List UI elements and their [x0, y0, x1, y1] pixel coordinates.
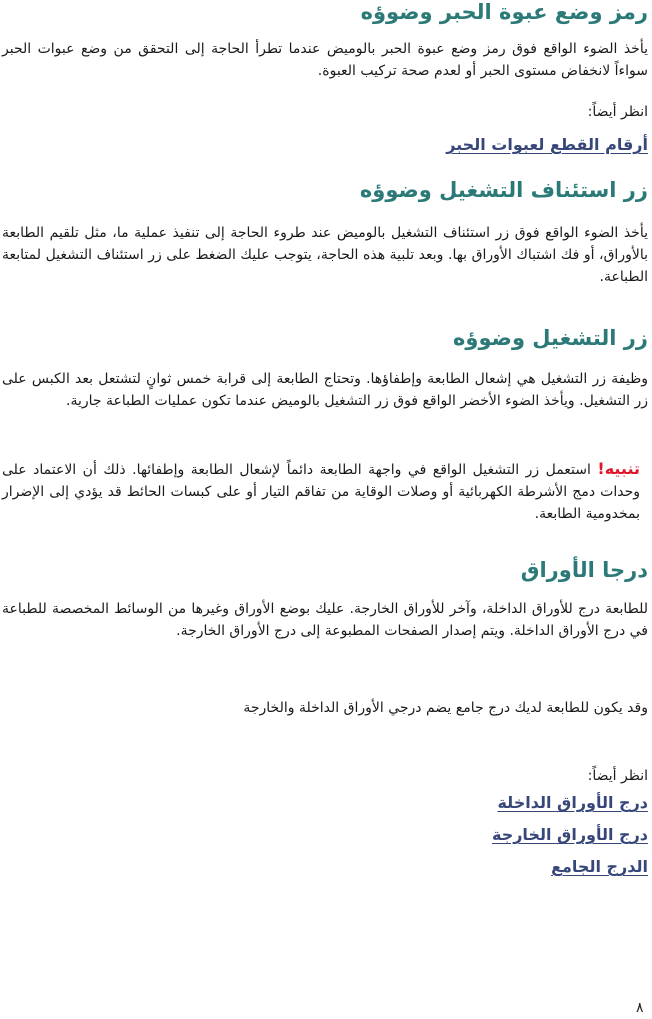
section-heading-power-button: زر التشغيل وضوؤه [453, 326, 648, 350]
warning-note [2, 458, 648, 525]
section-heading-paper-trays: درجا الأوراق [520, 558, 648, 582]
link-input-tray[interactable]: درج الأوراق الداخلة [497, 793, 648, 812]
section-body-power-button: وظيفة زر التشغيل هي إشعال الطابعة وإطفاؤها. وتحتاج الطابعة إلى قرابة خمس ثوانٍ لتشتعل بعد الكبس على زر التشغيل. ويأخذ الضوء الأخضر الواقع فوق زر التشغيل بالوميض عندما تكون عمليات الطباعة جارية. [2, 371, 648, 409]
section-body-ink-cartridge-icon: يأخذ الضوء الواقع فوق رمز وضع عبوة الحبر بالوميض عندما تطرأ الحاجة إلى التحقق من وضع عبوات الحبر سواءاً لانخفاض مستوى الحبر أو لعدم صحة تركيب العبوة. [2, 41, 648, 79]
link-output-tray[interactable]: درج الأوراق الخارجة [491, 825, 648, 844]
link-cartridge-part-numbers[interactable]: أرقام القطع لعبوات الحبر [446, 135, 648, 154]
section-heading-resume-button: زر استئناف التشغيل وضوؤه [359, 178, 648, 202]
section-body-paper-trays: للطابعة درج للأوراق الداخلة، وآخر للأوراق الخارجة. عليك بوضع الأوراق وغيرها من الوسائط المخصصة للطباعة في درج الأوراق الداخلة. ويتم إصدار الصفحات المطبوعة إلى درج الأوراق الخارجة. [2, 601, 648, 639]
section-body-combined-tray: وقد يكون للطابعة لديك درج جامع يضم درجي الأوراق الداخلة والخارجة [243, 700, 648, 716]
see-also-links [492, 790, 648, 886]
see-also-label: انظر أيضاً: [587, 104, 648, 120]
section-heading-ink-cartridge-icon: رمز وضع عبوة الحبر وضوؤه [360, 0, 648, 24]
page-number: ٨ [636, 1000, 644, 1016]
link-combined-tray[interactable]: الدرج الجامع [551, 857, 648, 876]
section-body-resume-button: يأخذ الضوء الواقع فوق زر استئناف التشغيل بالوميض عند طروء الحاجة إلى تنفيذ عملية ما، مثل تلقيم الطابعة بالأوراق، أو فك اشتباك الأوراق بها. وبعد تلبية هذه الحاجة، يتوجب عليك الضغط على زر استئناف التشغيل لمتابعة الطباعة. [2, 225, 648, 285]
warning-text: استعمل زر التشغيل الواقع في واجهة الطابعة دائماً لإشعال الطابعة وإطفائها. ذلك أن الاعتماد على وحدات دمج الأشرطة الكهربائية أو وصلات الوقاية من تفاقم التيار أو على كبسات الحائط قد يؤدي إلى الإضرار بمخدومية الطابعة. [2, 462, 640, 522]
see-also-label: انظر أيضاً: [587, 768, 648, 784]
warning-label: تنبيه! [597, 459, 640, 478]
